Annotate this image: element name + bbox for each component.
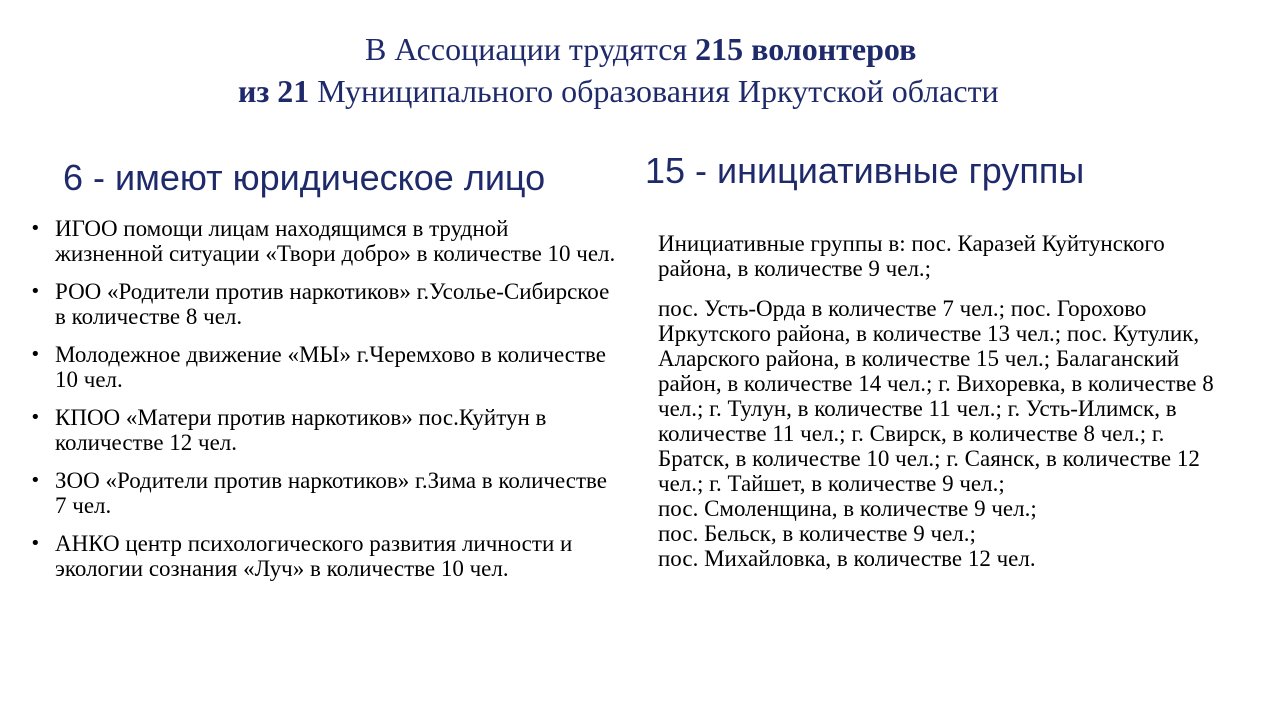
title-line-1-text: В Ассоциации трудятся <box>365 31 696 67</box>
list-item <box>30 468 620 518</box>
bullet-icon: • <box>30 470 41 491</box>
legal-entities-heading: 6 - имеют юридическое лицо <box>63 157 546 198</box>
bullet-icon: • <box>30 344 41 365</box>
list-item-text: Молодежное движение «МЫ» г.Черемхово в количестве 10 чел. <box>55 342 606 392</box>
bullet-icon: • <box>30 218 41 239</box>
bullet-icon: • <box>30 533 41 554</box>
legal-entities-list <box>30 216 620 594</box>
municipality-count: из 21 <box>238 73 310 109</box>
list-item-text: ЗОО «Родители против наркотиков» г.Зима в количестве 7 чел. <box>55 468 607 518</box>
title-line-1 <box>365 28 916 70</box>
list-item <box>30 216 620 266</box>
bullet-icon: • <box>30 407 41 428</box>
list-item-text: ИГОО помощи лицам находящимся в трудной жизненной ситуации «Твори добро» в количестве 10 чел. <box>55 216 616 266</box>
list-item <box>30 405 620 455</box>
title-line-2-text: Муниципального образования Иркутской области <box>309 73 999 109</box>
initiative-groups-text <box>658 231 1238 586</box>
list-item <box>30 342 620 392</box>
bullet-icon: • <box>30 281 41 302</box>
list-item-text: РОО «Родители против наркотиков» г.Усолье-Сибирское в количестве 8 чел. <box>55 279 610 329</box>
initiative-groups-paragraph-2: пос. Усть-Орда в количестве 7 чел.; пос. Горохово Иркутского района, в количестве 13 чел.; пос. Кутулик, Аларского района, в количестве 15 чел.; Балаганский район, в количестве 14 чел.; г. Вихоревка, в количестве 8 чел.; г. Тулун, в количестве 11 чел.; г. Усть-Илимск, в количестве 11 чел.; г. Свирск, в количестве 8 чел.; г. Братск, в количестве 10 чел.; г. Саянск, в количестве 12 чел.; г. Тайшет, в количестве 9 чел.; пос. Смоленщина, в количестве 9 чел.; пос. Бельск, в количестве 9 чел.; пос. Михайловка, в количестве 12 чел. <box>658 296 1214 571</box>
list-item <box>30 279 620 329</box>
list-item-text: КПОО «Матери против наркотиков» пос.Куйтун в количестве 12 чел. <box>55 405 547 455</box>
list-item-text: АНКО центр психологического развития личности и экологии сознания «Луч» в количестве 10 чел. <box>55 531 573 581</box>
list-item <box>30 531 620 581</box>
initiative-groups-heading: 15 - инициативные группы <box>645 150 1085 191</box>
initiative-groups-paragraph-1: Инициативные группы в: пос. Каразей Куйтунского района, в количестве 9 чел.; <box>658 231 1165 281</box>
volunteer-count: 215 волонтеров <box>695 31 917 67</box>
title-line-2 <box>238 70 999 112</box>
